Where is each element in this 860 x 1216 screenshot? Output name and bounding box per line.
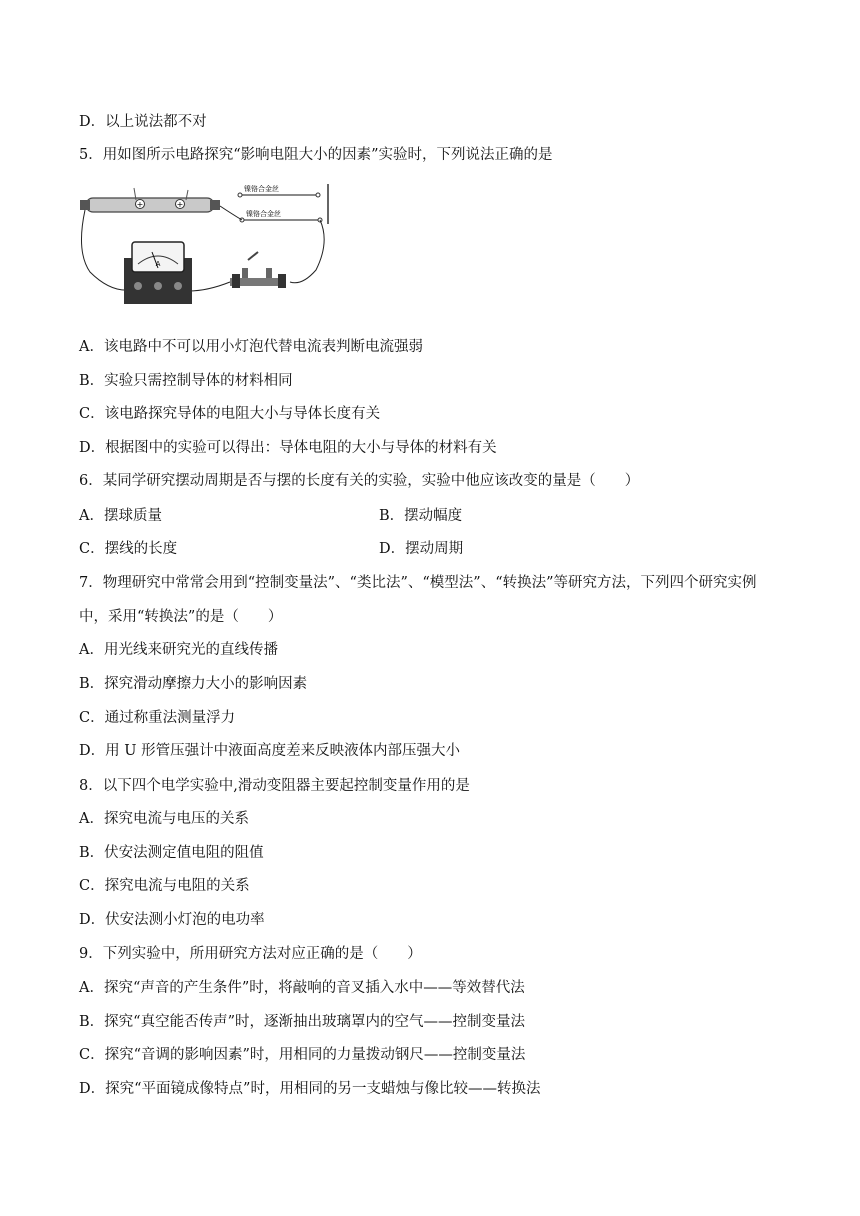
- ammeter-icon: [124, 242, 192, 304]
- q5-option-c: C．该电路探究导体的电阻大小与导体长度有关: [79, 406, 381, 422]
- q7-option-b: B．探究滑动摩擦力大小的影响因素: [79, 676, 308, 692]
- q8-option-b: B．伏安法测定值电阻的阻值: [79, 845, 264, 861]
- q4-option-d: D．以上说法都不对: [79, 114, 207, 130]
- q7-option-c: C．通过称重法测量浮力: [79, 710, 236, 726]
- q9-option-b: B．探究“真空能否传声”时，逐渐抽出玻璃罩内的空气——控制变量法: [79, 1014, 525, 1030]
- q5-option-b: B．实验只需控制导体的材料相同: [79, 373, 293, 389]
- q8-option-d: D．伏安法测小灯泡的电功率: [79, 912, 265, 928]
- question-6: 6．某同学研究摆动周期是否与摆的长度有关的实验，实验中他应该改变的量是（ ）: [79, 473, 640, 489]
- q6-option-b: B．摆动幅度: [379, 508, 463, 524]
- liquid-tube: [86, 198, 214, 212]
- q6-option-c: C．摆线的长度: [79, 541, 178, 557]
- q7-option-a: A．用光线来研究光的直线传播: [79, 642, 278, 658]
- q5-option-a: A．该电路中不可以用小灯泡代替电流表判断电流强弱: [79, 339, 423, 355]
- question-9: 9．下列实验中，所用研究方法对应正确的是（ ）: [79, 946, 422, 962]
- svg-text:A: A: [155, 260, 161, 268]
- q9-option-c: C．探究“音调的影响因素”时，用相同的力量拨动钢尺——控制变量法: [79, 1047, 526, 1063]
- switch-icon: [230, 252, 286, 288]
- q5-option-d: D．根据图中的实验可以得出：导体电阻的大小与导体的材料有关: [79, 440, 497, 456]
- svg-text:+: +: [176, 200, 184, 209]
- circuit-figure: [80, 182, 340, 322]
- question-5: 5．用如图所示电路探究“影响电阻大小的因素”实验时，下列说法正确的是: [79, 147, 553, 163]
- q6-option-a: A．摆球质量: [79, 508, 162, 524]
- svg-text:+: +: [136, 200, 144, 209]
- q7-option-d: D．用 U 形管压强计中液面高度差来反映液体内部压强大小: [79, 743, 461, 759]
- q9-option-a: A．探究“声音的产生条件”时，将敲响的音叉插入水中——等效替代法: [79, 980, 525, 996]
- wire-label-1: 镍铬合金丝: [244, 185, 279, 193]
- question-7-line-2: 中，采用“转换法”的是（ ）: [79, 609, 283, 625]
- wire-label-2: 镍铬合金丝: [246, 210, 281, 218]
- question-7-line-1: 7．物理研究中常常会用到“控制变量法”、“类比法”、“模型法”、“转换法”等研究方法，下列四个研究实例: [79, 575, 757, 591]
- q6-option-d: D．摆动周期: [379, 541, 464, 557]
- question-8: 8．以下四个电学实验中,滑动变阻器主要起控制变量作用的是: [79, 778, 470, 794]
- q8-option-a: A．探究电流与电压的关系: [79, 811, 249, 827]
- q8-option-c: C．探究电流与电阻的关系: [79, 878, 250, 894]
- q9-option-d: D．探究“平面镜成像特点”时，用相同的另一支蜡烛与像比较——转换法: [79, 1081, 541, 1097]
